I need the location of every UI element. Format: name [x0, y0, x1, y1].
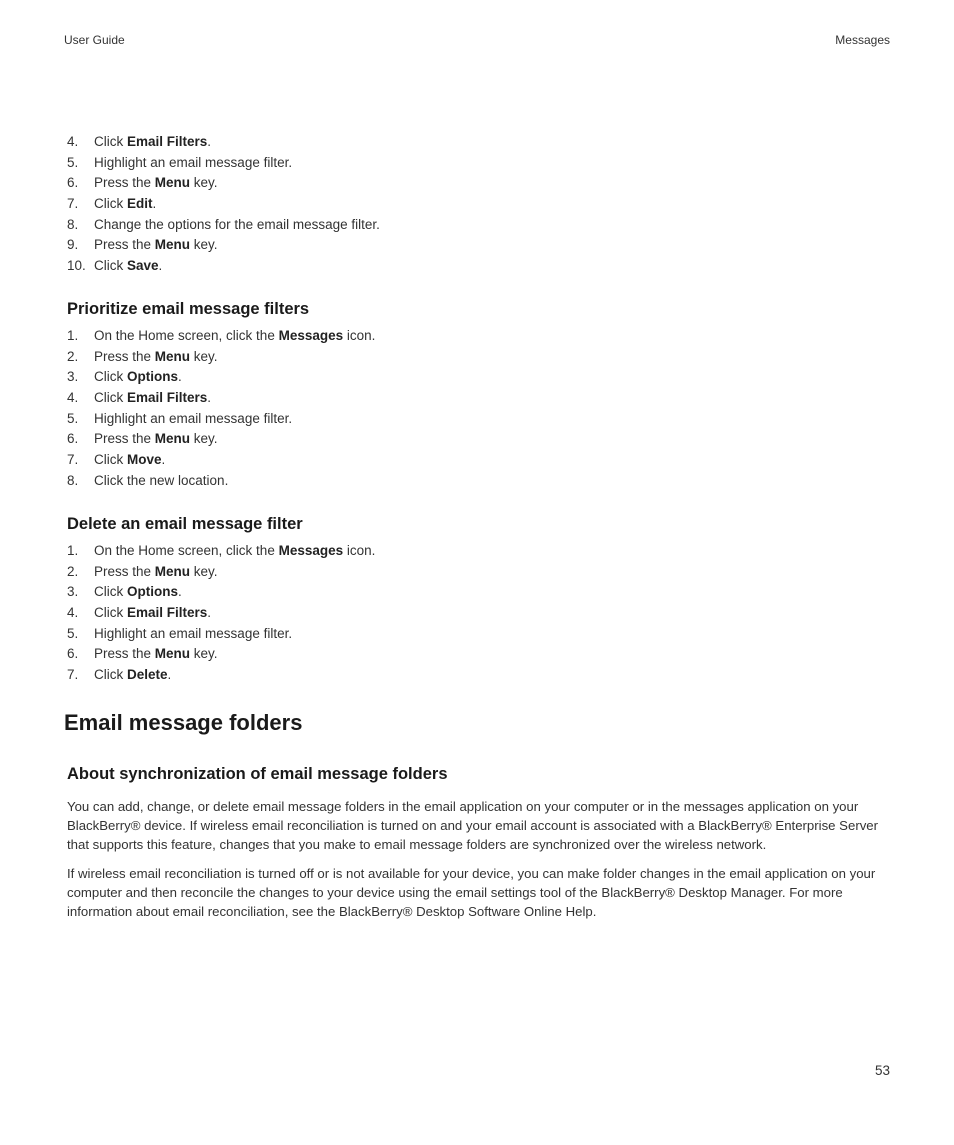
list-item-number: 4. [67, 605, 79, 621]
list-item-text: Click [94, 369, 127, 385]
ui-term: Email Filters [127, 134, 208, 149]
list-item [67, 388, 375, 409]
list-item-text: Change the options for the email message filter. [94, 216, 380, 232]
list-item-text: icon. [343, 328, 376, 343]
list-item-text: . [158, 258, 163, 274]
list-item-number: 7. [67, 452, 79, 468]
ui-term: Move [127, 452, 162, 468]
list-item [67, 215, 380, 236]
delete-filter-heading: Delete an email message filter [67, 515, 303, 533]
list-item-text: key. [190, 348, 218, 364]
list-item-number: 6. [67, 646, 79, 662]
list-item-number: 8. [67, 216, 79, 232]
page-number: 53 [874, 1063, 890, 1078]
list-item [67, 562, 375, 583]
prioritize-filters-heading: Prioritize email message filters [67, 300, 310, 318]
list-item-text: Click [94, 390, 127, 406]
list-item-number: 1. [67, 543, 79, 558]
list-item-text: . [178, 584, 182, 600]
ui-term: Menu [154, 237, 191, 253]
list-item-text: key. [190, 237, 218, 253]
list-item-text: Press the [94, 348, 155, 364]
list-item [67, 173, 380, 194]
prioritize-filters-steps [67, 326, 375, 492]
list-item-text: Highlight an email message filter. [94, 410, 293, 426]
list-item-text: . [167, 667, 172, 683]
list-item [67, 235, 380, 256]
list-item-text: Click [94, 584, 127, 600]
list-item-number: 9. [67, 237, 79, 253]
list-item-text: Highlight an email message filter. [94, 625, 293, 641]
delete-filter-steps [67, 541, 375, 686]
sync-folders-paragraph-2: If wireless email reconciliation is turned off or is not available for your device, you can make folder changes in the email application on your computer and then reconcile the changes to your device using the email settings tool of the BlackBerry® Desktop Manager. For more information about email reconciliation, see the BlackBerry® Desktop Software Online Help. [67, 866, 876, 919]
list-item-text: Press the [94, 646, 155, 662]
list-item-number: 5. [67, 625, 79, 641]
list-item-number: 4. [67, 390, 79, 406]
ui-term: Options [127, 369, 178, 385]
list-item-number: 4. [67, 134, 79, 149]
list-item-number: 5. [67, 154, 79, 170]
email-folders-title: Email message folders [64, 710, 303, 735]
list-item-text: key. [190, 175, 218, 191]
list-item-text: . [207, 134, 212, 149]
list-item [67, 450, 375, 471]
ui-term: Messages [278, 543, 344, 558]
list-item-text: Press the [94, 563, 155, 579]
list-item [67, 153, 380, 174]
list-item-text: Click [94, 605, 127, 621]
list-item-number: 7. [67, 667, 79, 683]
list-item [67, 471, 375, 492]
list-item-text: Press the [94, 175, 155, 191]
list-item-number: 7. [67, 196, 79, 212]
list-item-number: 6. [67, 175, 79, 191]
list-item-text: icon. [343, 543, 376, 558]
list-item-number: 8. [67, 472, 79, 488]
list-item-number: 3. [67, 369, 79, 385]
list-item-text: Click [94, 258, 127, 274]
sync-folders-heading: About synchronization of email message folders [67, 765, 448, 783]
list-item [67, 347, 375, 368]
list-item-text: Press the [94, 431, 155, 447]
list-item [67, 429, 375, 450]
list-item-text: . [207, 390, 212, 406]
list-item-text: . [152, 196, 157, 212]
running-header-right: Messages [835, 33, 890, 47]
ui-term: Delete [127, 667, 168, 683]
ui-term: Email Filters [127, 390, 208, 406]
list-item-number: 2. [67, 348, 79, 364]
list-item-text: Highlight an email message filter. [94, 154, 293, 170]
list-item-text: Click [94, 452, 127, 468]
list-item-text: Click the new location. [94, 472, 229, 488]
list-item [67, 409, 375, 430]
edit-filter-steps [67, 132, 380, 277]
list-item-number: 5. [67, 410, 79, 426]
list-item-text: . [178, 369, 182, 385]
list-item-number: 2. [67, 563, 79, 579]
ui-term: Menu [154, 646, 191, 662]
list-item [67, 132, 380, 153]
ui-term: Save [127, 258, 159, 274]
list-item-text: Click [94, 196, 127, 212]
ui-term: Messages [278, 328, 344, 343]
ui-term: Menu [154, 431, 191, 447]
ui-term: Email Filters [127, 605, 208, 621]
list-item-number: 6. [67, 431, 79, 447]
ui-term: Menu [154, 563, 191, 579]
list-item-text: . [207, 605, 212, 621]
list-item [67, 624, 375, 645]
list-item-number: 1. [67, 328, 79, 343]
list-item-text: Click [94, 134, 127, 149]
list-item-text: key. [190, 563, 218, 579]
list-item-text: key. [190, 431, 218, 447]
list-item-text: key. [190, 646, 218, 662]
list-item [67, 367, 375, 388]
list-item-text: On the Home screen, click the [94, 543, 279, 558]
list-item [67, 256, 380, 277]
list-item [67, 194, 380, 215]
ui-term: Menu [154, 348, 191, 364]
list-item [67, 644, 375, 665]
list-item [67, 541, 375, 562]
list-item-number: 3. [67, 584, 79, 600]
ui-term: Edit [127, 196, 153, 212]
list-item [67, 665, 375, 686]
list-item-text: On the Home screen, click the [94, 328, 279, 343]
list-item [67, 582, 375, 603]
list-item-text: . [161, 452, 166, 468]
list-item-text: Click [94, 667, 127, 683]
ui-term: Menu [154, 175, 191, 191]
ui-term: Options [127, 584, 178, 600]
list-item [67, 326, 375, 347]
list-item-text: Press the [94, 237, 155, 253]
running-header-left: User Guide [64, 33, 125, 47]
sync-folders-paragraph-1: You can add, change, or delete email message folders in the email application on your computer or in the messages application on your BlackBerry® device. If wireless email reconciliation is turned on and your email account is associated with a BlackBerry® Enterprise Server that supports this feature, changes that you make to email message folders are synchronized over the wireless network. [67, 799, 879, 852]
list-item-number: 10. [67, 258, 86, 274]
list-item [67, 603, 375, 624]
